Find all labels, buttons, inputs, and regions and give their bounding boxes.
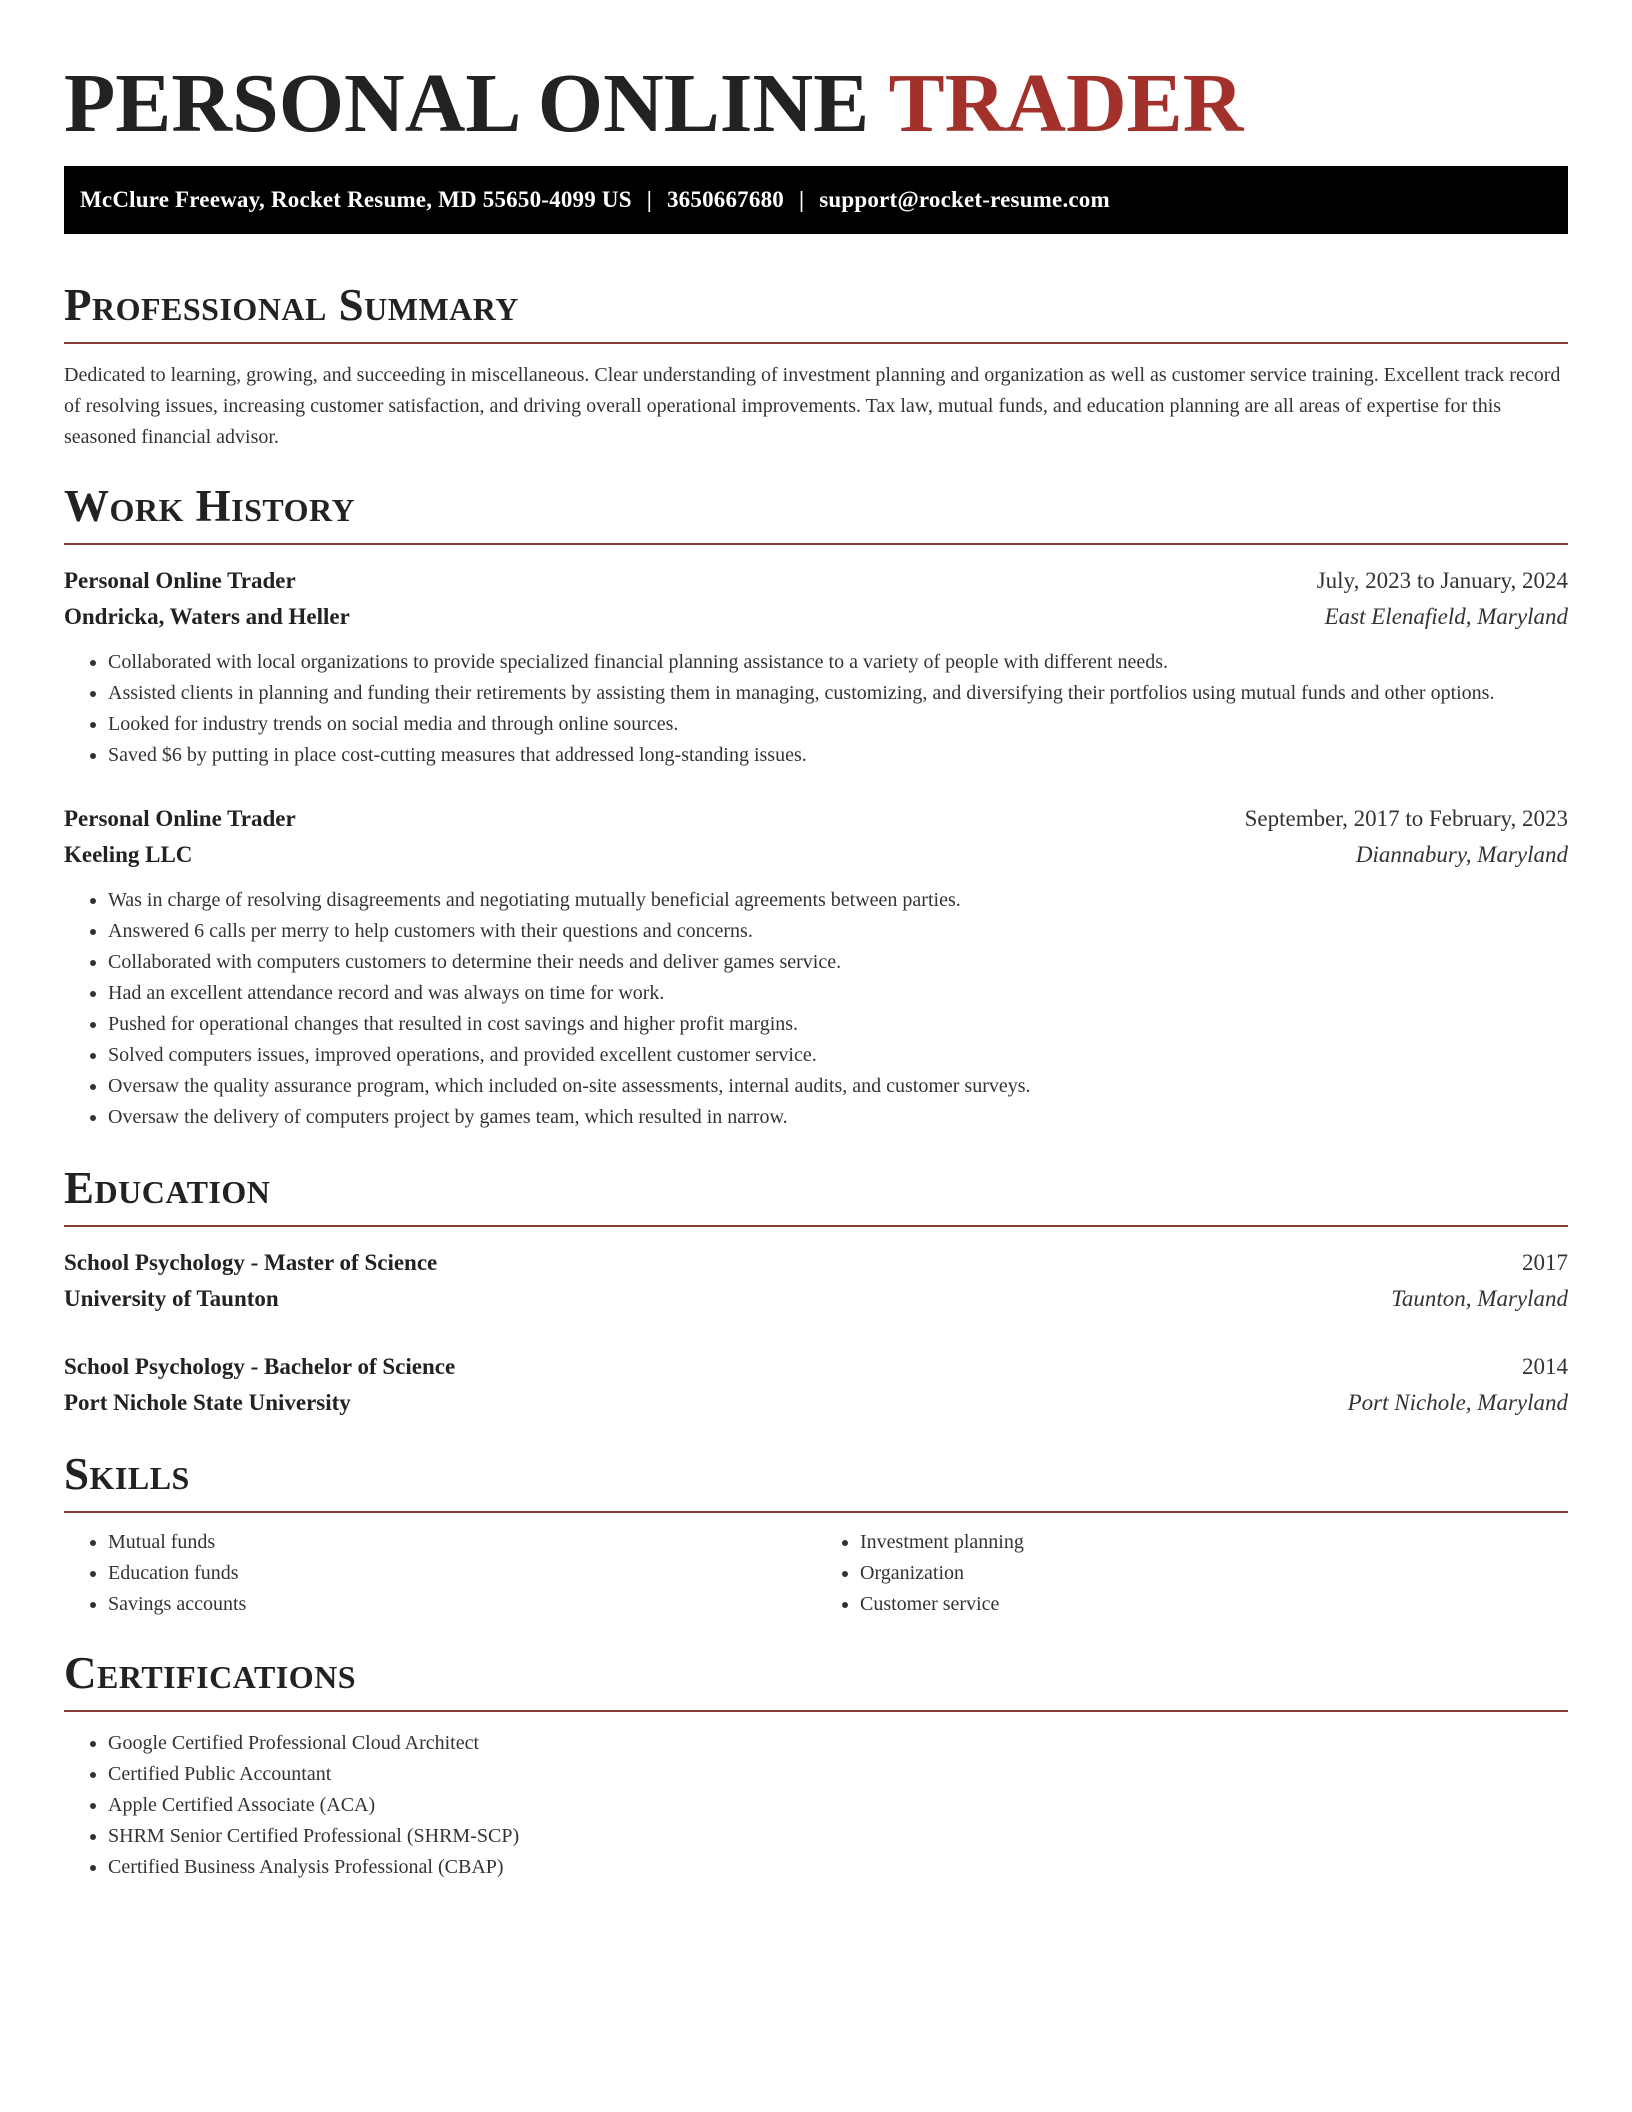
list-item: • Saved $6 by putting in place cost-cutting measures that addressed long-standing issues. <box>108 740 1568 771</box>
job-role: Personal Online Trader <box>64 806 296 831</box>
certifications-section <box>64 1648 1568 1883</box>
education-school: Port Nichole State University <box>64 1390 351 1415</box>
education-entry <box>64 1349 1568 1421</box>
name-accent: TRADER <box>888 57 1244 150</box>
education-school-row <box>64 1281 1568 1317</box>
job-entry <box>64 801 1568 1133</box>
section-divider <box>64 543 1568 545</box>
section-title-summary: Professional Summary <box>64 280 519 330</box>
section-divider <box>64 1511 1568 1513</box>
list-item: • SHRM Senior Certified Professional (SHRM-SCP) <box>108 1821 1568 1852</box>
work-history-section <box>64 481 1568 1133</box>
education-school: University of Taunton <box>64 1286 279 1311</box>
section-divider <box>64 1710 1568 1712</box>
education-header-row <box>64 1245 1568 1281</box>
certifications-list <box>64 1728 1568 1883</box>
education-section <box>64 1163 1568 1421</box>
job-bullets <box>64 885 1568 1133</box>
section-title-work-history: Work History <box>64 481 356 531</box>
job-location: East Elenafield, Maryland <box>1324 604 1568 629</box>
list-item: • Certified Business Analysis Professional (CBAP) <box>108 1852 1568 1883</box>
list-item: • Mutual funds <box>108 1527 816 1558</box>
contact-phone: 3650667680 <box>666 187 784 212</box>
summary-text: Dedicated to learning, growing, and succeeding in miscellaneous. Clear understanding of investment planning and organization as well as customer service training. Excellent track record of resolving issues, increasing customer satisfaction, and driving overall operational improvements. Tax law, mutual funds, and education planning are all areas of expertise for this seasoned financial advisor. <box>64 364 1561 448</box>
job-entry <box>64 563 1568 771</box>
list-item: • Savings accounts <box>108 1589 816 1620</box>
list-item: • Oversaw the quality assurance program, which included on-site assessments, internal audits, and customer surveys. <box>108 1071 1568 1102</box>
job-role: Personal Online Trader <box>64 568 296 593</box>
job-company: Keeling LLC <box>64 842 193 867</box>
section-title-certifications: Certifications <box>64 1648 357 1698</box>
contact-bar <box>64 166 1568 234</box>
skills-list-left <box>64 1527 816 1620</box>
education-location: Port Nichole, Maryland <box>1347 1390 1568 1415</box>
name-main: PERSONAL ONLINE <box>64 57 870 150</box>
contact-email: support@rocket-resume.com <box>819 187 1110 212</box>
contact-separator: | <box>646 187 652 212</box>
section-title-education: Education <box>64 1163 271 1213</box>
list-item: • Was in charge of resolving disagreements and negotiating mutually beneficial agreements between parties. <box>108 885 1568 916</box>
job-company-row <box>64 837 1568 873</box>
section-divider <box>64 342 1568 344</box>
list-item: • Answered 6 calls per merry to help customers with their questions and concerns. <box>108 916 1568 947</box>
education-degree: School Psychology - Bachelor of Science <box>64 1354 456 1379</box>
list-item: • Google Certified Professional Cloud Architect <box>108 1728 1568 1759</box>
list-item: • Investment planning <box>860 1527 1568 1558</box>
education-location: Taunton, Maryland <box>1391 1286 1568 1311</box>
list-item: • Collaborated with local organizations to provide specialized financial planning assistance to a variety of people with different needs. <box>108 647 1568 678</box>
section-divider <box>64 1225 1568 1227</box>
job-company: Ondricka, Waters and Heller <box>64 604 350 629</box>
education-degree: School Psychology - Master of Science <box>64 1250 438 1275</box>
skills-section <box>64 1449 1568 1620</box>
list-item: • Had an excellent attendance record and was always on time for work. <box>108 978 1568 1009</box>
list-item: • Solved computers issues, improved operations, and provided excellent customer service. <box>108 1040 1568 1071</box>
education-header-row <box>64 1349 1568 1385</box>
list-item: • Apple Certified Associate (ACA) <box>108 1790 1568 1821</box>
education-school-row <box>64 1385 1568 1421</box>
job-header-row <box>64 801 1568 837</box>
list-item: • Pushed for operational changes that resulted in cost savings and higher profit margins. <box>108 1009 1568 1040</box>
contact-separator: | <box>798 187 805 212</box>
job-company-row <box>64 599 1568 635</box>
list-item: • Customer service <box>860 1589 1568 1620</box>
list-item: • Oversaw the delivery of computers project by games team, which resulted in narrow. <box>108 1102 1568 1133</box>
list-item: • Looked for industry trends on social media and through online sources. <box>108 709 1568 740</box>
job-dates: July, 2023 to January, 2024 <box>1316 568 1568 593</box>
list-item: • Education funds <box>108 1558 816 1589</box>
education-entry <box>64 1245 1568 1317</box>
resume-content <box>64 58 1568 1883</box>
list-item: • Organization <box>860 1558 1568 1589</box>
contact-address: McClure Freeway, Rocket Resume, MD 55650-4099 US <box>80 187 632 212</box>
job-header-row <box>64 563 1568 599</box>
list-item: • Assisted clients in planning and funding their retirements by assisting them in managing, customizing, and diversifying their portfolios using mutual funds and other options. <box>108 678 1568 709</box>
job-bullets <box>64 647 1568 771</box>
summary-section <box>64 280 1568 453</box>
resume-name <box>64 58 1568 150</box>
list-item: • Collaborated with computers customers to determine their needs and deliver games service. <box>108 947 1568 978</box>
skills-grid <box>64 1527 1568 1620</box>
job-dates: September, 2017 to February, 2023 <box>1244 806 1568 831</box>
job-location: Diannabury, Maryland <box>1355 842 1568 867</box>
skills-list-right <box>816 1527 1568 1620</box>
education-year: 2017 <box>1522 1250 1568 1275</box>
section-title-skills: Skills <box>64 1449 190 1499</box>
education-year: 2014 <box>1522 1354 1568 1379</box>
list-item: • Certified Public Accountant <box>108 1759 1568 1790</box>
